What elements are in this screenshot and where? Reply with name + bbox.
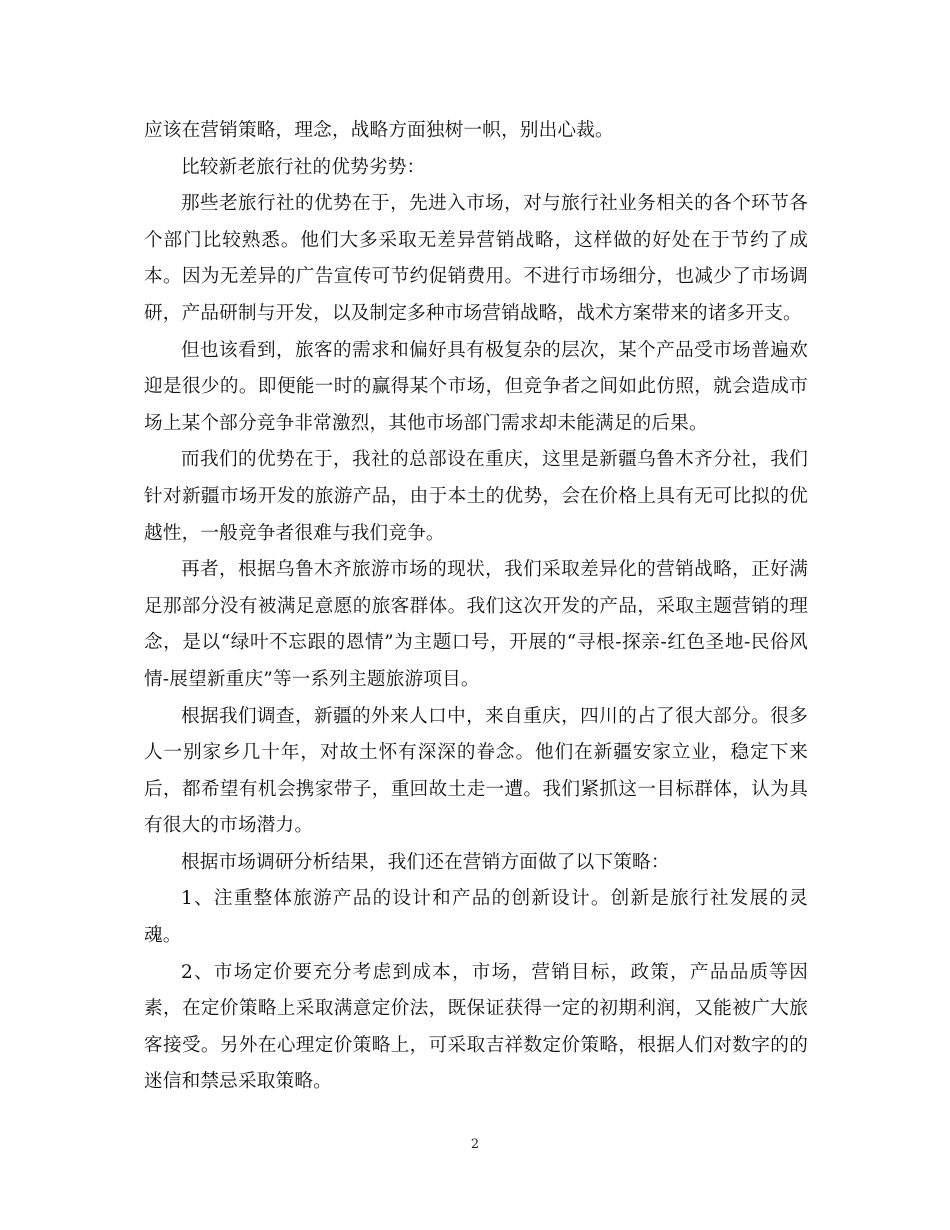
paragraph-2: 比较新老旅行社的优势劣势： — [181, 156, 426, 178]
paragraph-3: 那些老旅行社的优势在于，先进入市场，对与旅行社业务相关的各个环节各个部门比较熟悉。他们大多采取无差异营销战略，这样做的好处在于节约了成本。因为无差异的广告宣传可节约促销费用。不进行市场细分，也减少了市场调研，产品研制与开发，以及制定多种市场营销战略，战术方案带来的诸多开支。 — [144, 193, 808, 324]
paragraph-4: 但也该看到，旅客的需求和偏好具有极复杂的层次，某个产品受市场普遍欢迎是很少的。即便能一时的赢得某个市场，但竞争者之间如此仿照，就会造成市场上某个部分竞争非常激烈，其他市场部门需求却未能满足的后果。 — [144, 339, 808, 434]
paragraph-6: 再者，根据乌鲁木齐旅游市场的现状，我们采取差异化的营销战略，正好满足那部分没有被满足意愿的旅客群体。我们这次开发的产品，采取主题营销的理念，是以“绿叶不忘跟的恩情”为主题口号，开展的“寻根-探亲-红色圣地-民俗风情-展望新重庆”等一系列主题旅游项目。 — [144, 559, 808, 690]
paragraph-1: 应该在营销策略，理念，战略方面独树一帜，别出心裁。 — [144, 120, 614, 141]
paragraph-5: 而我们的优势在于，我社的总部设在重庆，这里是新疆乌鲁木齐分社，我们针对新疆市场开发的旅游产品，由于本土的优势，会在价格上具有无可比拟的优越性，一般竞争者很难与我们竞争。 — [144, 449, 808, 544]
page-number: 2 — [470, 1137, 480, 1152]
paragraph-7: 根据我们调查，新疆的外来人口中，来自重庆，四川的占了很大部分。很多人一别家乡几十年，对故土怀有深深的眷念。他们在新疆安家立业，稳定下来后，都希望有机会携家带子，重回故土走一遭。我们紧抓这一目标群体，认为具有很大的市场潜力。 — [144, 705, 808, 837]
paragraph-10: 2、市场定价要充分考虑到成本，市场，营销目标，政策，产品品质等因素，在定价策略上采取满意定价法，既保证获得一定的初期利润，又能被广大旅客接受。另外在心理定价策略上，可采取吉祥数定价策略，根据人们对数字的的迷信和禁忌采取策略。 — [144, 961, 808, 1093]
paragraph-9: 1、注重整体旅游产品的设计和产品的创新设计。创新是旅行社发展的灵魂。 — [144, 888, 808, 947]
document-body — [144, 113, 808, 1101]
paragraph-8: 根据市场调研分析结果，我们还在营销方面做了以下策略： — [181, 851, 670, 873]
